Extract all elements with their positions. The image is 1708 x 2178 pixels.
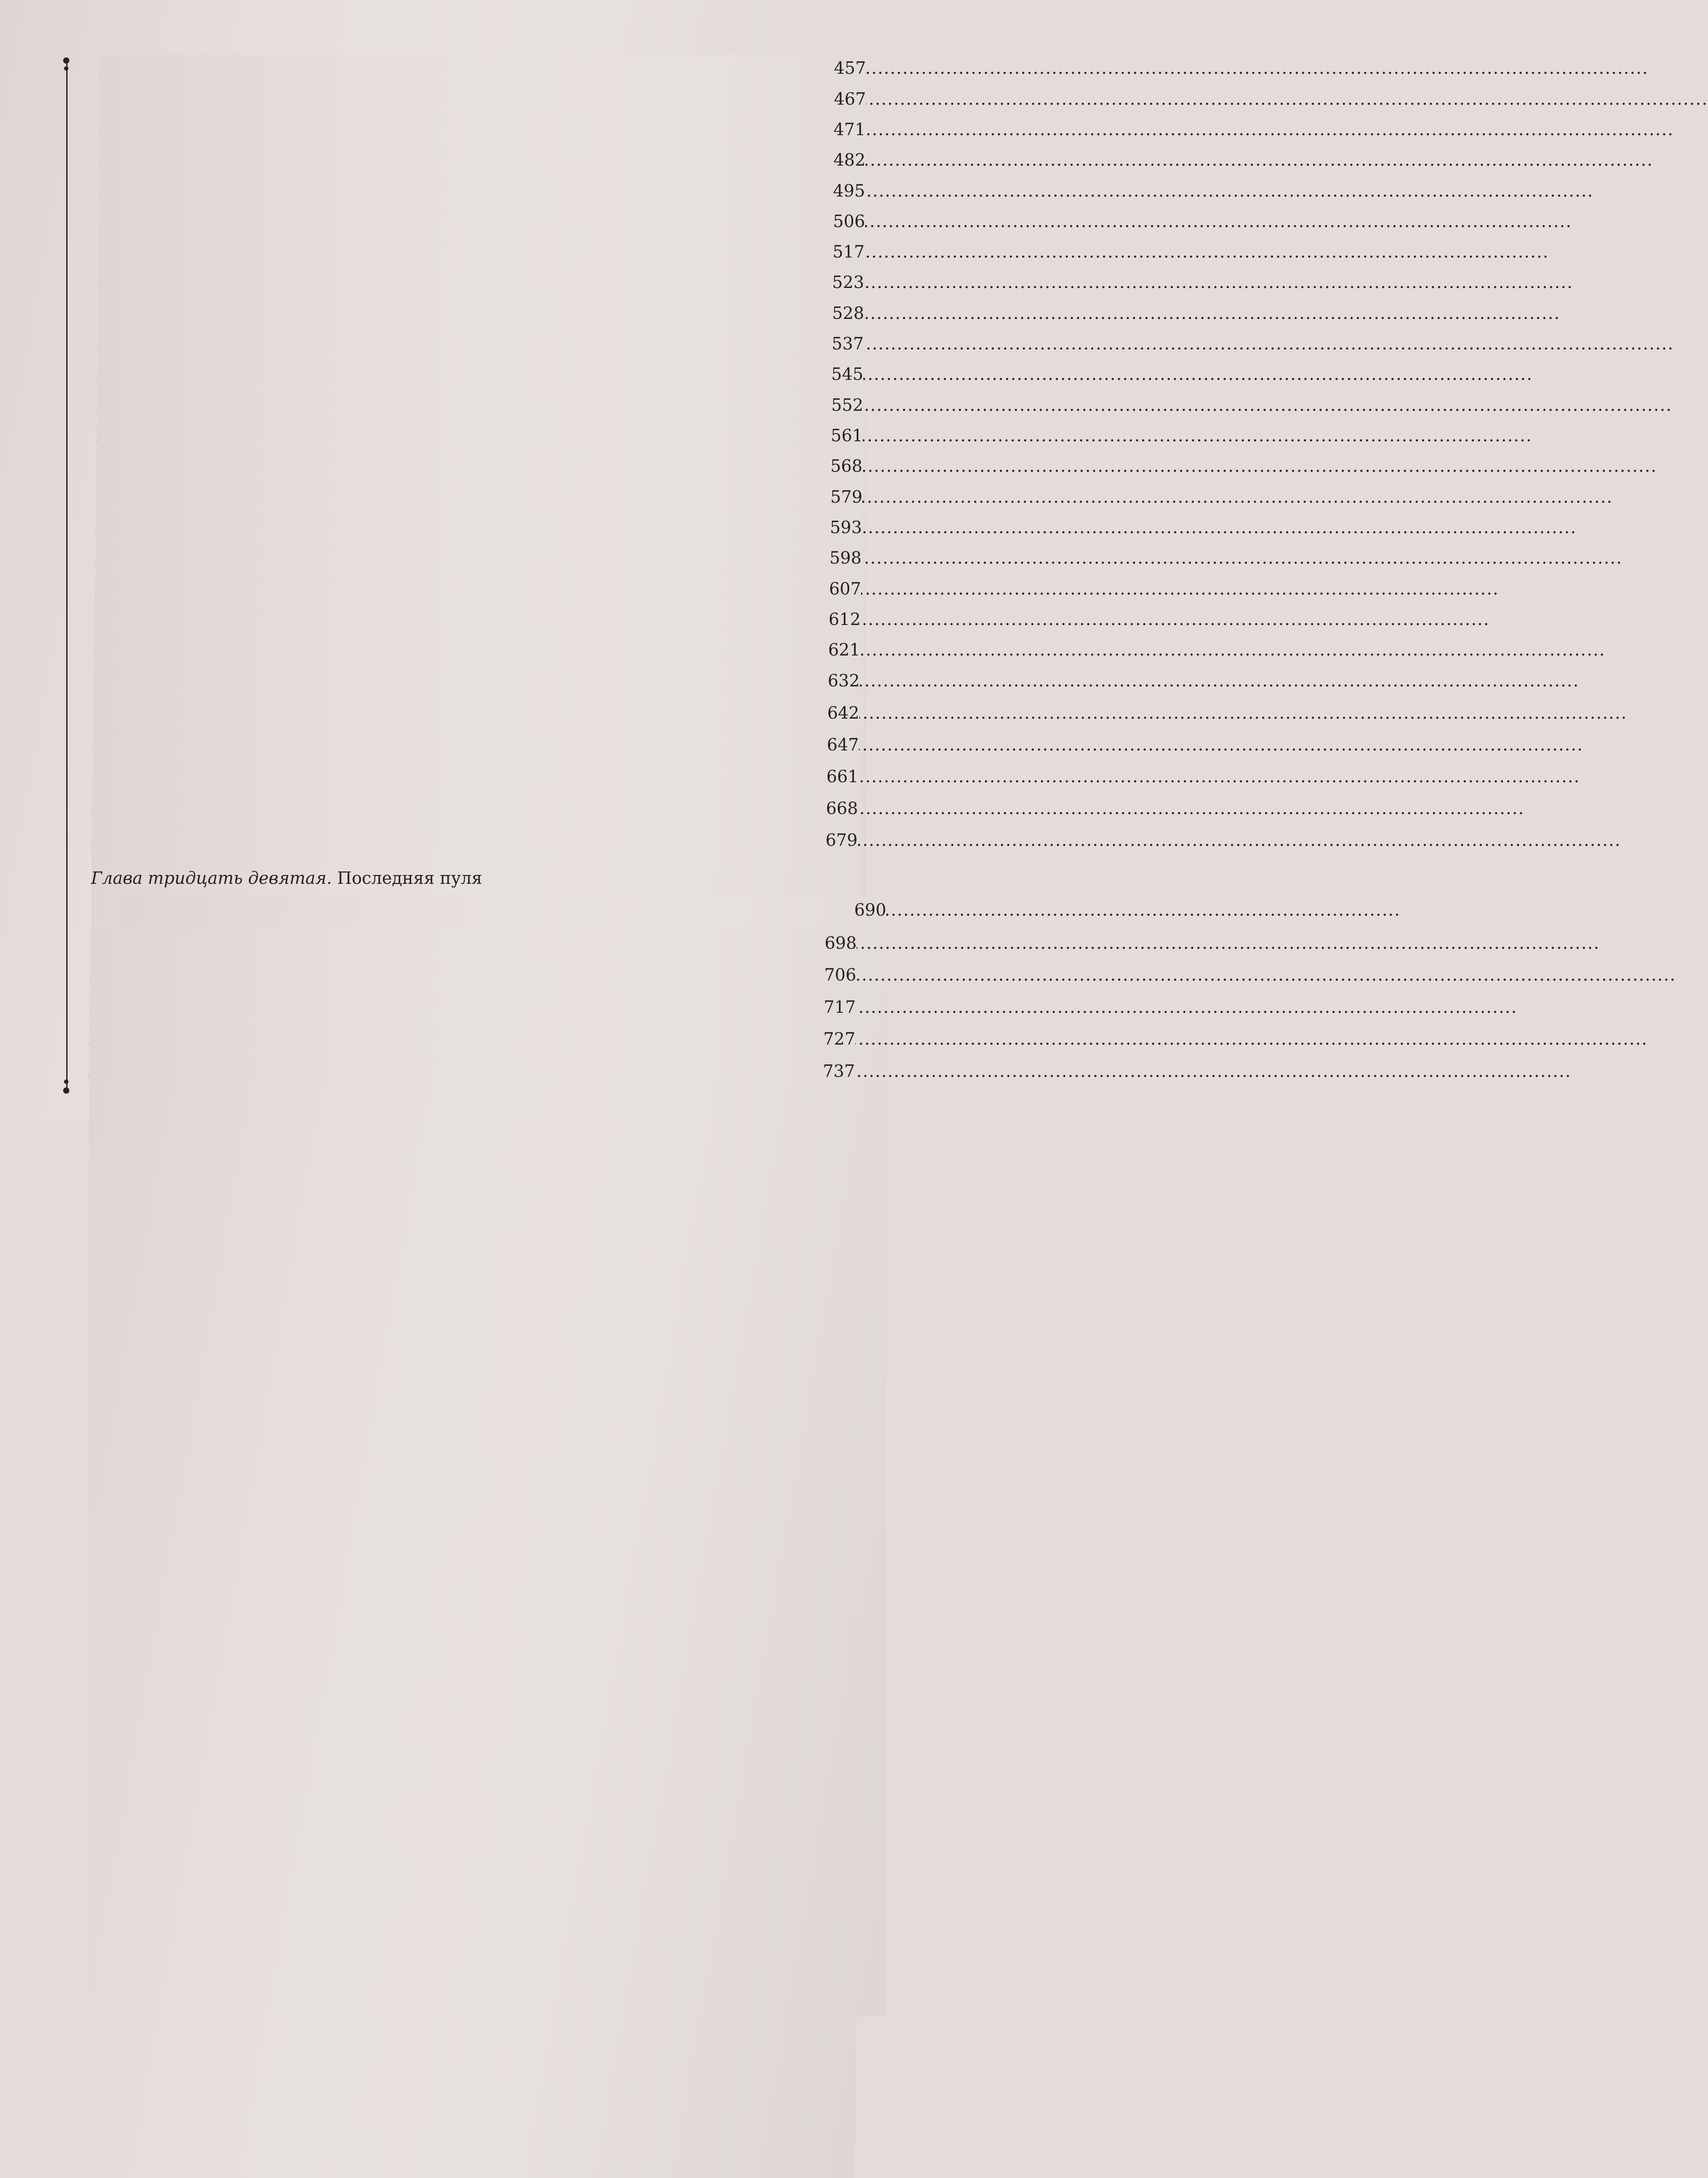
toc-entry <box>96 453 862 479</box>
chapter-page-number: 679 <box>91 827 858 1947</box>
toc-entry <box>97 392 863 418</box>
toc-entry <box>95 545 862 571</box>
toc-entry <box>98 269 864 295</box>
toc-entry <box>93 731 859 758</box>
toc-entry <box>90 962 856 988</box>
chapter-page-number: 457 <box>100 55 866 1175</box>
left-rule-bottom-dot <box>63 1087 69 1094</box>
chapter-page-number: 523 <box>98 269 864 1389</box>
chapter-page-number: 552 <box>97 392 863 1512</box>
chapter-page-number: 706 <box>90 962 856 2082</box>
chapter-page-number: 593 <box>96 514 862 1634</box>
toc-entry <box>95 576 861 602</box>
chapter-page-number: 717 <box>90 994 856 2114</box>
chapter-title: Последняя пуля <box>337 868 483 888</box>
toc-entry <box>94 636 860 663</box>
toc-entry <box>98 330 864 357</box>
book-page <box>0 0 886 1120</box>
toc-entry <box>92 763 858 790</box>
chapter-page-number: 517 <box>98 239 865 1359</box>
chapter-page-number: 471 <box>99 116 865 1236</box>
chapter-page-number: 727 <box>89 1026 855 2146</box>
chapter-page-number: 561 <box>97 422 863 1542</box>
chapter-page-number: 528 <box>98 300 864 1420</box>
chapter-page-number: 642 <box>93 700 859 1820</box>
chapter-page-number: 621 <box>94 636 860 1757</box>
toc-entry <box>99 116 865 143</box>
chapter-page-number: 690 <box>120 897 886 2017</box>
toc-entry <box>120 897 886 923</box>
toc-entry <box>92 795 858 822</box>
toc-entry <box>89 1026 855 1052</box>
toc-entry <box>91 827 858 853</box>
toc-entry <box>99 178 865 204</box>
chapter-page-number: 632 <box>94 667 860 1788</box>
toc-entry <box>89 1058 855 1084</box>
chapter-page-number: 668 <box>92 795 858 1915</box>
chapter-page-number: 612 <box>94 606 861 1726</box>
toc-entry <box>94 606 861 633</box>
toc-entry <box>96 514 862 541</box>
chapter-page-number: 737 <box>89 1058 855 2178</box>
toc-entry <box>100 86 866 112</box>
left-rule-top-dot-small <box>64 66 68 71</box>
toc-entry <box>98 239 865 265</box>
chapter-page-number: 506 <box>99 208 865 1328</box>
toc-entry <box>98 300 864 326</box>
chapter-page-number: 661 <box>92 763 858 1883</box>
chapter-page-number: 545 <box>97 361 863 1481</box>
toc-entry <box>90 994 856 1020</box>
toc-entry <box>93 700 859 726</box>
chapter-page-number: 482 <box>99 147 865 1267</box>
toc-entry <box>94 667 860 694</box>
left-rule-top-dot <box>63 57 69 64</box>
toc-entry <box>97 361 863 387</box>
toc-entry <box>99 208 865 235</box>
chapter-page-number: 607 <box>95 576 861 1696</box>
chapter-page-number: 647 <box>93 731 859 1852</box>
chapter-page-number: 495 <box>99 178 865 1298</box>
chapter-page-number: 698 <box>91 930 857 2050</box>
chapter-page-number: 537 <box>98 330 864 1451</box>
chapter-label: Глава тридцать девятая. <box>91 868 332 888</box>
toc-entry <box>99 147 865 173</box>
left-vertical-rule <box>66 62 68 1091</box>
toc-entry <box>91 930 857 956</box>
chapter-page-number: 467 <box>100 86 866 1206</box>
chapter-page-number: 598 <box>95 545 862 1665</box>
chapter-page-number: 579 <box>96 484 862 1604</box>
chapter-page-number: 568 <box>96 453 862 1573</box>
left-rule-bottom-dot-small <box>64 1080 68 1084</box>
toc-entry <box>96 484 862 510</box>
toc-entry <box>97 422 863 449</box>
toc-entry <box>100 55 866 81</box>
toc-entry <box>91 865 673 891</box>
